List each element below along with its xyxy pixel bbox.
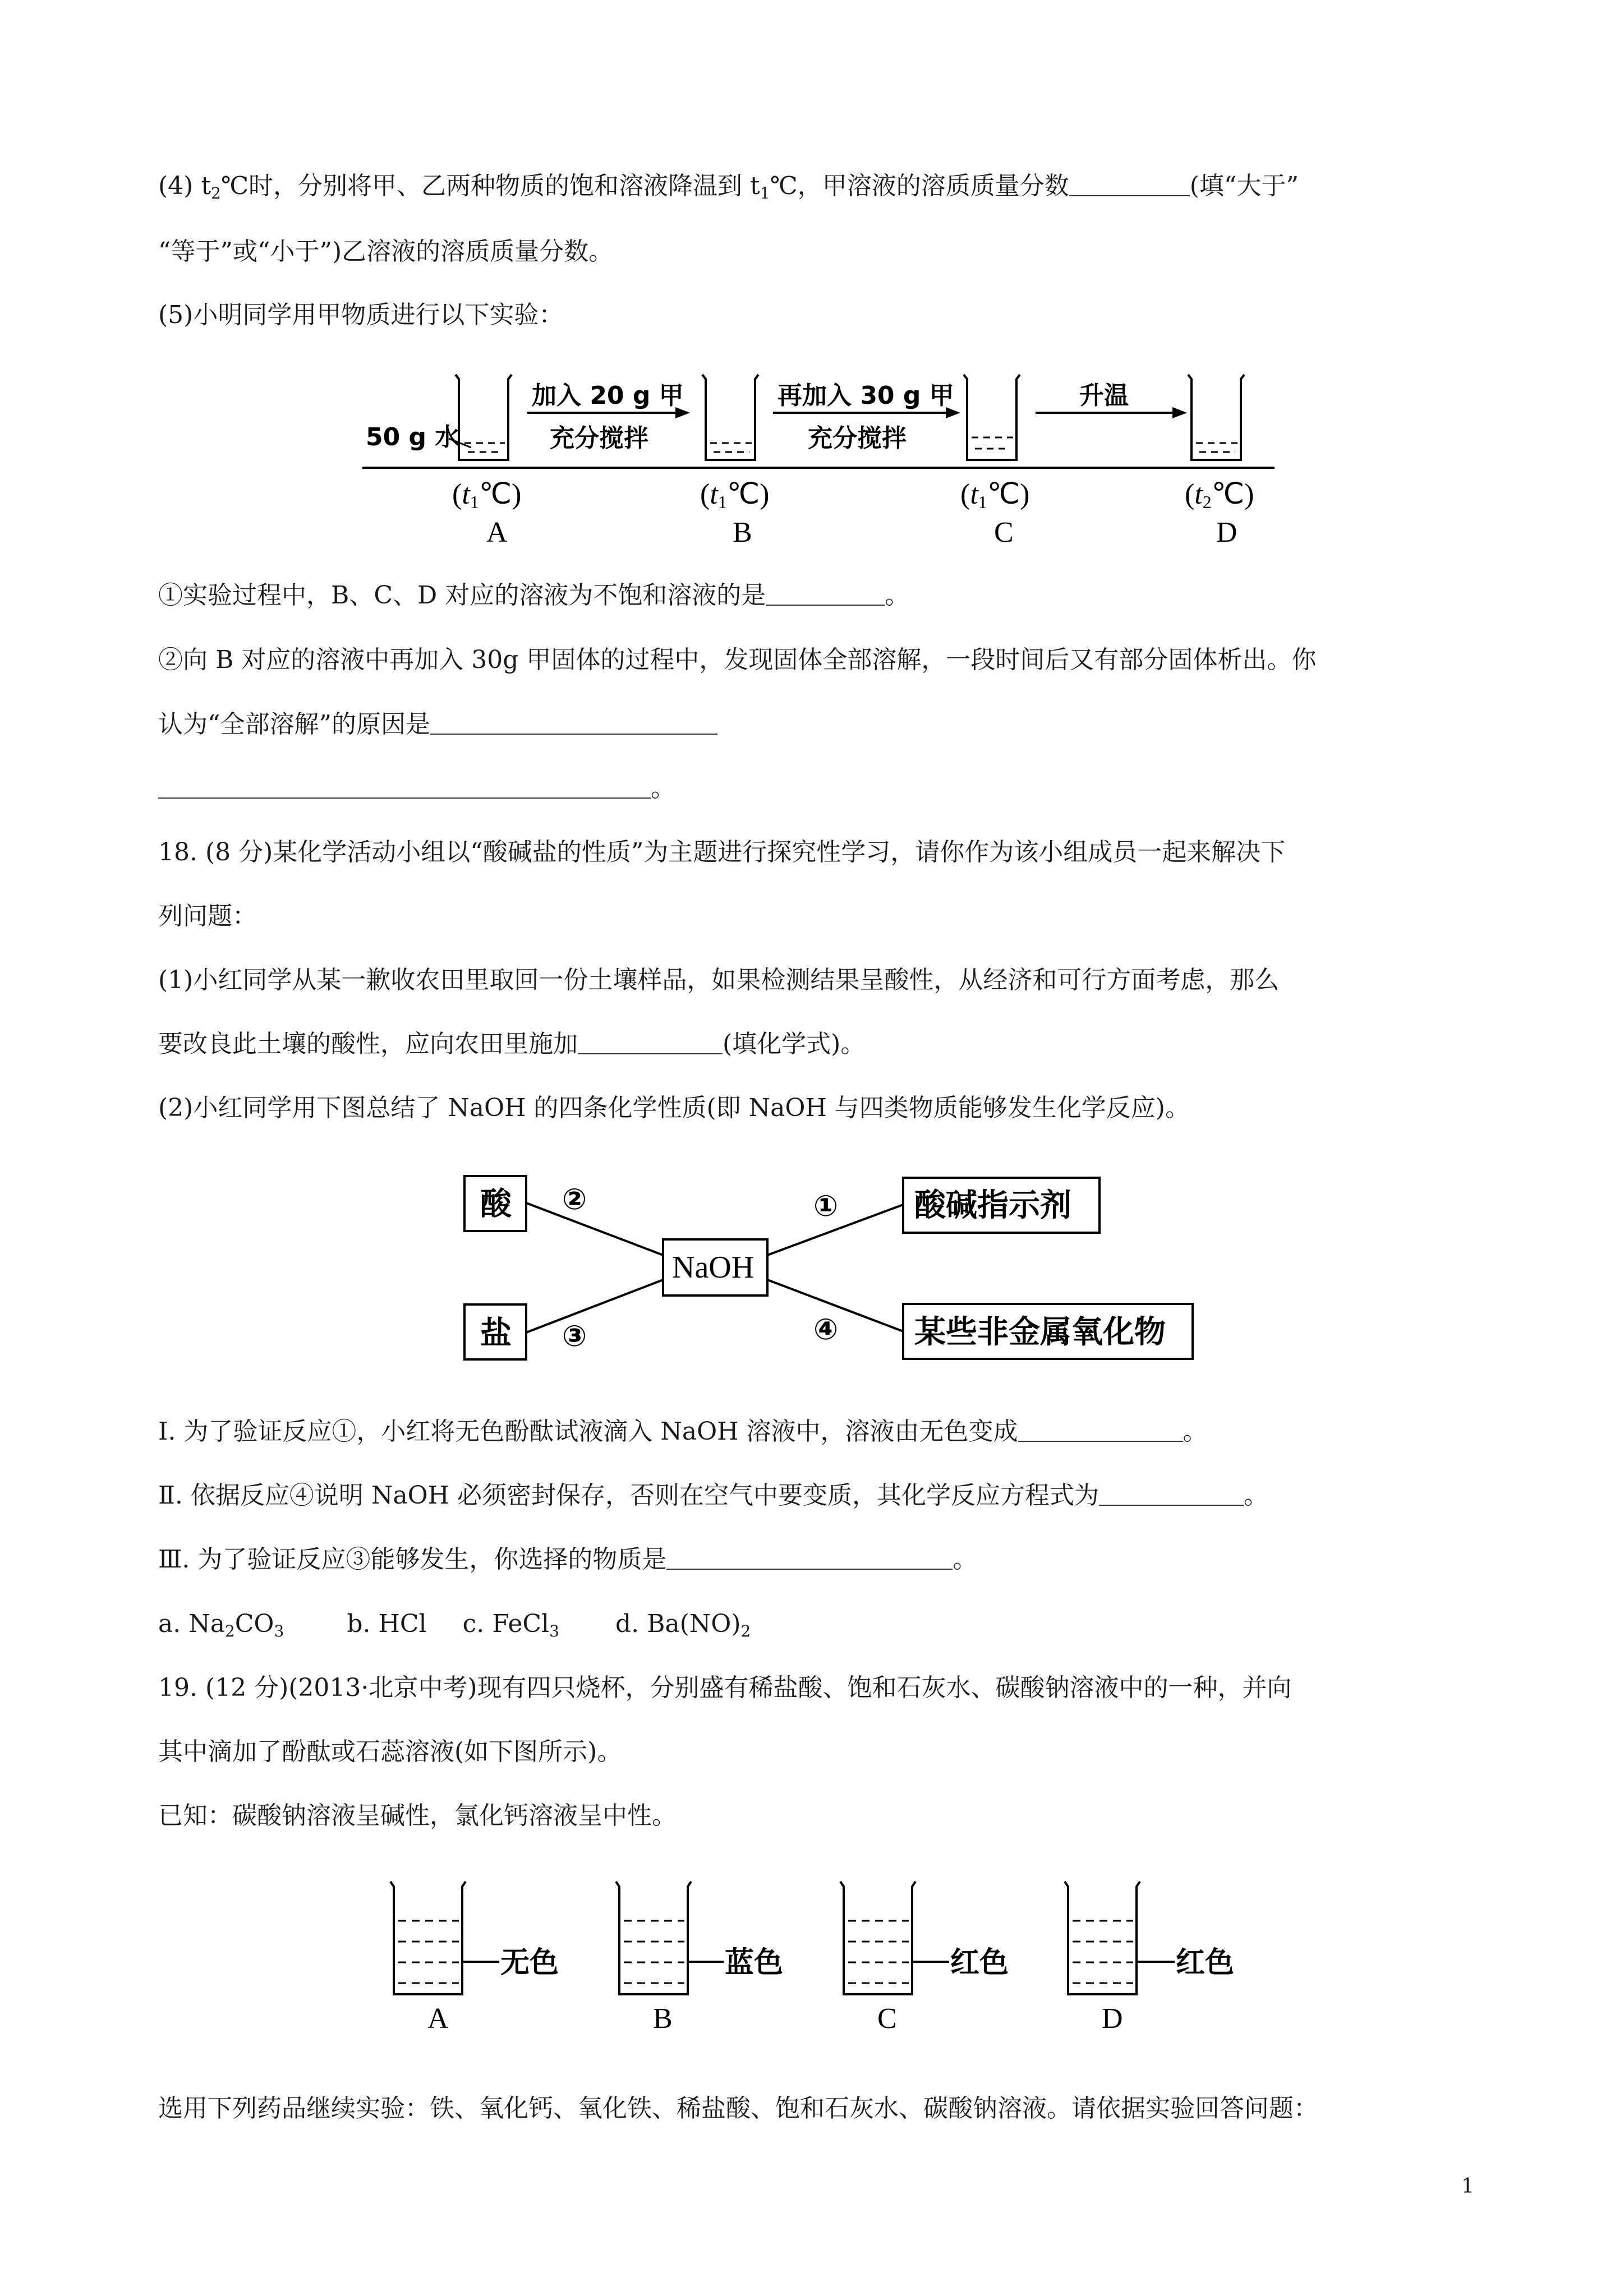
q17-part5-heading: (5)小明同学用甲物质进行以下实验： (158, 301, 564, 329)
reaction-4-marker: ④ (813, 1313, 839, 1347)
indicator-label: 酸碱指示剂 (914, 1187, 1071, 1224)
q19-known: 已知：碳酸钠溶液呈碱性，氯化钙溶液呈中性。 (158, 1801, 677, 1830)
q17-sub1: ①实验过程中，B、C、D 对应的溶液为不饱和溶液的是 。 (158, 581, 910, 610)
reaction-2-marker: ② (562, 1183, 587, 1216)
beaker-label-a: A (427, 2003, 449, 2035)
q17-part4-line2: “等于”或“小于”)乙溶液的溶质质量分数。 (158, 237, 614, 266)
q19-last-line: 选用下列药品继续实验：铁、氧化钙、氧化铁、稀盐酸、饱和石灰水、碳酸钠溶液。请依据实验回答问题： (158, 2094, 1318, 2123)
salt-label: 盐 (480, 1315, 512, 1352)
beaker-c (840, 1882, 915, 1994)
step2-top-label: 再加入 30 g 甲 (778, 381, 954, 410)
q18-item1: Ⅰ. 为了验证反应①，小红将无色酚酞试液滴入 NaOH 溶液中，溶液由无色变成 。 (158, 1417, 1208, 1446)
beaker-label-d: D (1102, 2003, 1123, 2035)
q18-heading-line1: 18. (8 分)某化学活动小组以“酸碱盐的性质”为主题进行探究性学习，请你作为该小组成员一起来解决下 (158, 838, 1286, 866)
q17-part4-line1: (4) $t_2℃$时，分别将甲、乙两种物质的饱和溶液降温到 $t_1℃$，甲溶液的溶质质量分数 (填“大于” (158, 172, 1299, 202)
q17-sub2-line3: 。 (158, 773, 675, 804)
q18-part1-line1: (1)小红同学从某一歉收农田里取回一份土壤样品，如果检测结果呈酸性，从经济和可行方面考虑，那么 (158, 966, 1280, 994)
color-label-c: 红色 (950, 1946, 1009, 1980)
temp-label-b: (t1℃) (700, 478, 770, 512)
color-label-b: 蓝色 (725, 1946, 784, 1980)
beaker-label-d: D (1216, 517, 1237, 548)
q17-sub2-line2: 认为“全部溶解”的原因是 (158, 709, 717, 740)
q17-sub2-line1: ②向 B 对应的溶液中再加入 30g 甲固体的过程中，发现固体全部溶解，一段时间后又有部分固体析出。你 (158, 646, 1317, 674)
color-label-d: 红色 (1176, 1946, 1235, 1980)
option-c: c. FeCl$_3$ (462, 1610, 559, 1640)
q18-part1-line2: 要改良此土壤的酸性，应向农田里施加 (填化学式)。 (158, 1030, 866, 1058)
step1-bottom-label: 充分搅拌 (550, 424, 648, 453)
temp-label-c: (t1℃) (960, 478, 1030, 512)
beaker-label-b: B (653, 2003, 673, 2035)
acid-label: 酸 (480, 1186, 512, 1223)
q18-item2: Ⅱ. 依据反应④说明 NaOH 必须密封保存，否则在空气中要变质，其化学反应方程式为 。 (158, 1481, 1269, 1510)
q18-item3: Ⅲ. 为了验证反应③能够发生，你选择的物质是 。 (158, 1545, 978, 1574)
naoh-label: NaOH (672, 1250, 755, 1285)
color-label-a: 无色 (500, 1946, 559, 1980)
option-a: a. $Na_2CO_3$ (158, 1610, 284, 1640)
temp-label-a: (t1℃) (452, 478, 522, 512)
option-d: d. $Ba(NO)_2$ (615, 1610, 751, 1640)
reaction-3-marker: ③ (562, 1320, 587, 1353)
water-label: 50 g 水 (366, 423, 460, 451)
q19-heading-line1: 19. (12 分)(2013·北京中考)现有四只烧杯，分别盛有稀盐酸、饱和石灰水、碳酸钠溶液中的一种，并向 (158, 1673, 1292, 1702)
page-number: 1 (1461, 2175, 1474, 2198)
q18-part2-heading: (2)小红同学用下图总结了 NaOH 的四条化学性质(即 NaOH 与四类物质能够发生化学反应)。 (158, 1094, 1190, 1122)
beaker-d (1065, 1882, 1140, 1994)
beaker-label-b: B (733, 517, 752, 548)
beaker-label-c: C (994, 517, 1014, 548)
step3-label: 升温 (1079, 381, 1129, 410)
temp-label-d: (t2℃) (1185, 478, 1254, 512)
oxide-label: 某些非金属氧化物 (914, 1314, 1166, 1350)
q18-heading-line2: 列问题： (158, 902, 257, 930)
option-b: b. HCl (347, 1610, 427, 1638)
step2-bottom-label: 充分搅拌 (808, 424, 907, 453)
beaker-b (616, 1882, 691, 1994)
reaction-1-marker: ① (813, 1190, 839, 1223)
q19-heading-line2: 其中滴加了酚酞或石蕊溶液(如下图所示)。 (158, 1737, 622, 1766)
step1-top-label: 加入 20 g 甲 (532, 381, 684, 410)
beaker-a (390, 1882, 466, 1994)
beaker-label-a: A (486, 517, 508, 548)
beaker-label-c: C (877, 2003, 897, 2035)
